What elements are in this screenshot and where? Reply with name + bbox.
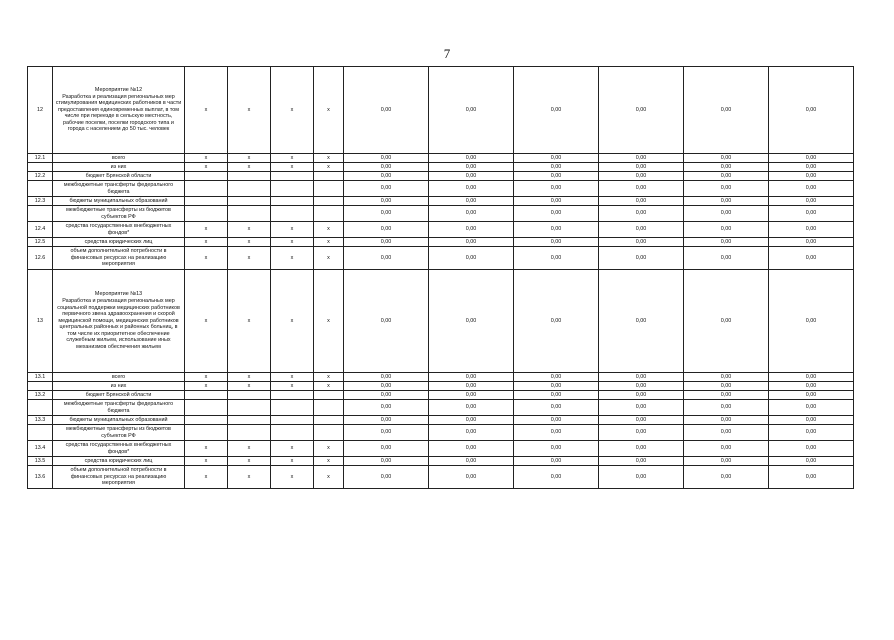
amount-cell: 0,00: [429, 425, 514, 441]
row-description: средства государственных внебюджетных фондов*: [53, 222, 185, 238]
amount-cell: 0,00: [769, 466, 854, 489]
row-description: из них: [53, 382, 185, 391]
mark-cell: x: [185, 466, 228, 489]
row-number: 12: [28, 67, 53, 154]
amount-cell: 0,00: [599, 238, 684, 247]
row-number: [28, 425, 53, 441]
mark-cell: x: [185, 163, 228, 172]
row-description: бюджет Брянской области: [53, 391, 185, 400]
mark-cell: [185, 206, 228, 222]
row-description: средства юридических лиц: [53, 457, 185, 466]
row-number: 13.4: [28, 441, 53, 457]
mark-cell: [271, 206, 314, 222]
amount-cell: 0,00: [514, 163, 599, 172]
row-description: бюджеты муниципальных образований: [53, 416, 185, 425]
table-row: [28, 163, 854, 172]
amount-cell: 0,00: [514, 206, 599, 222]
amount-cell: 0,00: [599, 466, 684, 489]
row-number: 13.1: [28, 373, 53, 382]
mark-cell: x: [228, 67, 271, 154]
amount-cell: 0,00: [599, 441, 684, 457]
amount-cell: 0,00: [769, 154, 854, 163]
amount-cell: 0,00: [344, 382, 429, 391]
mark-cell: x: [228, 163, 271, 172]
amount-cell: 0,00: [599, 425, 684, 441]
amount-cell: 0,00: [514, 238, 599, 247]
amount-cell: 0,00: [514, 425, 599, 441]
amount-cell: 0,00: [684, 206, 769, 222]
mark-cell: x: [228, 441, 271, 457]
amount-cell: 0,00: [429, 416, 514, 425]
amount-cell: 0,00: [769, 247, 854, 270]
row-number: [28, 181, 53, 197]
mark-cell: x: [185, 222, 228, 238]
mark-cell: x: [228, 247, 271, 270]
amount-cell: 0,00: [769, 373, 854, 382]
amount-cell: 0,00: [769, 416, 854, 425]
row-description: Мероприятие №13 Разработка и реализация региональных мер социальной поддержки медицинских работников первичного звена здравоохранения и скорой медицинской помощи, медицинских работников центральных районных и районных больниц, в том числе их приоритетное обеспечение служебным жильем, использование иных механизмов обеспечения жильем: [53, 270, 185, 373]
mark-cell: x: [314, 373, 344, 382]
mark-cell: x: [228, 238, 271, 247]
mark-cell: [271, 197, 314, 206]
mark-cell: [314, 172, 344, 181]
row-number: 13.5: [28, 457, 53, 466]
table-row: [28, 416, 854, 425]
mark-cell: x: [185, 270, 228, 373]
amount-cell: 0,00: [514, 172, 599, 181]
amount-cell: 0,00: [769, 197, 854, 206]
row-description: межбюджетные трансферты из бюджетов субъектов РФ: [53, 425, 185, 441]
amount-cell: 0,00: [344, 172, 429, 181]
mark-cell: [314, 400, 344, 416]
mark-cell: [228, 425, 271, 441]
amount-cell: 0,00: [429, 400, 514, 416]
mark-cell: x: [271, 457, 314, 466]
mark-cell: [271, 391, 314, 400]
table-row: [28, 391, 854, 400]
amount-cell: 0,00: [769, 181, 854, 197]
amount-cell: 0,00: [769, 67, 854, 154]
amount-cell: 0,00: [514, 247, 599, 270]
mark-cell: x: [185, 373, 228, 382]
row-description: средства юридических лиц: [53, 238, 185, 247]
row-description: объем дополнительной потребности в финансовых ресурсах на реализацию мероприятия: [53, 247, 185, 270]
row-number: [28, 163, 53, 172]
amount-cell: 0,00: [429, 222, 514, 238]
amount-cell: 0,00: [344, 416, 429, 425]
table-row: [28, 197, 854, 206]
amount-cell: 0,00: [429, 163, 514, 172]
mark-cell: x: [314, 67, 344, 154]
amount-cell: 0,00: [769, 382, 854, 391]
amount-cell: 0,00: [514, 441, 599, 457]
amount-cell: 0,00: [599, 181, 684, 197]
mark-cell: x: [185, 238, 228, 247]
table-row: [28, 400, 854, 416]
row-number: 13.3: [28, 416, 53, 425]
amount-cell: 0,00: [514, 270, 599, 373]
mark-cell: x: [271, 222, 314, 238]
amount-cell: 0,00: [429, 382, 514, 391]
amount-cell: 0,00: [684, 67, 769, 154]
mark-cell: [271, 416, 314, 425]
amount-cell: 0,00: [514, 67, 599, 154]
row-description: из них: [53, 163, 185, 172]
mark-cell: [314, 206, 344, 222]
amount-cell: 0,00: [514, 391, 599, 400]
amount-cell: 0,00: [684, 382, 769, 391]
row-description: межбюджетные трансферты из бюджетов субъектов РФ: [53, 206, 185, 222]
mark-cell: x: [271, 247, 314, 270]
row-number: [28, 382, 53, 391]
table-row: [28, 466, 854, 489]
amount-cell: 0,00: [769, 457, 854, 466]
amount-cell: 0,00: [429, 206, 514, 222]
mark-cell: x: [271, 270, 314, 373]
mark-cell: [314, 391, 344, 400]
amount-cell: 0,00: [514, 457, 599, 466]
amount-cell: 0,00: [344, 373, 429, 382]
mark-cell: [185, 416, 228, 425]
table-body: [28, 67, 854, 489]
mark-cell: x: [314, 163, 344, 172]
amount-cell: 0,00: [684, 270, 769, 373]
mark-cell: x: [314, 457, 344, 466]
mark-cell: [228, 181, 271, 197]
amount-cell: 0,00: [684, 457, 769, 466]
amount-cell: 0,00: [684, 425, 769, 441]
table-row: [28, 206, 854, 222]
mark-cell: [228, 391, 271, 400]
row-description: всего: [53, 154, 185, 163]
amount-cell: 0,00: [769, 425, 854, 441]
amount-cell: 0,00: [684, 247, 769, 270]
amount-cell: 0,00: [429, 181, 514, 197]
row-description: Мероприятие №12 Разработка и реализация региональных мер стимулирования медицинских работников в части предоставления единовременных выплат, в том числе при переезде в сельскую местность, рабочие поселки, поселки городского типа и города с населением до 50 тыс. человек: [53, 67, 185, 154]
amount-cell: 0,00: [429, 391, 514, 400]
amount-cell: 0,00: [599, 154, 684, 163]
table-row: [28, 222, 854, 238]
amount-cell: 0,00: [769, 391, 854, 400]
mark-cell: [271, 172, 314, 181]
table-row: [28, 67, 854, 154]
table-row: [28, 457, 854, 466]
mark-cell: x: [271, 154, 314, 163]
amount-cell: 0,00: [684, 441, 769, 457]
mark-cell: x: [271, 67, 314, 154]
amount-cell: 0,00: [344, 206, 429, 222]
mark-cell: [314, 425, 344, 441]
amount-cell: 0,00: [684, 466, 769, 489]
mark-cell: x: [271, 466, 314, 489]
mark-cell: [271, 400, 314, 416]
amount-cell: 0,00: [769, 270, 854, 373]
row-number: 13.2: [28, 391, 53, 400]
table-row: [28, 247, 854, 270]
mark-cell: x: [314, 247, 344, 270]
amount-cell: 0,00: [514, 197, 599, 206]
mark-cell: [314, 181, 344, 197]
amount-cell: 0,00: [429, 457, 514, 466]
amount-cell: 0,00: [344, 270, 429, 373]
amount-cell: 0,00: [344, 466, 429, 489]
mark-cell: [185, 400, 228, 416]
amount-cell: 0,00: [429, 466, 514, 489]
mark-cell: [185, 181, 228, 197]
table-row: [28, 172, 854, 181]
row-number: 12.6: [28, 247, 53, 270]
mark-cell: x: [228, 222, 271, 238]
row-number: 12.3: [28, 197, 53, 206]
amount-cell: 0,00: [599, 163, 684, 172]
amount-cell: 0,00: [769, 172, 854, 181]
amount-cell: 0,00: [514, 400, 599, 416]
table-row: [28, 425, 854, 441]
amount-cell: 0,00: [684, 181, 769, 197]
mark-cell: x: [314, 382, 344, 391]
mark-cell: x: [314, 441, 344, 457]
amount-cell: 0,00: [344, 154, 429, 163]
mark-cell: x: [314, 222, 344, 238]
row-description: бюджеты муниципальных образований: [53, 197, 185, 206]
row-number: 13.6: [28, 466, 53, 489]
amount-cell: 0,00: [599, 197, 684, 206]
amount-cell: 0,00: [684, 197, 769, 206]
row-description: всего: [53, 373, 185, 382]
amount-cell: 0,00: [599, 247, 684, 270]
amount-cell: 0,00: [599, 416, 684, 425]
amount-cell: 0,00: [429, 238, 514, 247]
amount-cell: 0,00: [599, 400, 684, 416]
amount-cell: 0,00: [514, 154, 599, 163]
amount-cell: 0,00: [684, 373, 769, 382]
amount-cell: 0,00: [344, 425, 429, 441]
amount-cell: 0,00: [429, 197, 514, 206]
row-description: бюджет Брянской области: [53, 172, 185, 181]
mark-cell: [228, 206, 271, 222]
mark-cell: x: [271, 441, 314, 457]
amount-cell: 0,00: [344, 197, 429, 206]
mark-cell: x: [271, 238, 314, 247]
budget-table: [27, 66, 854, 489]
mark-cell: x: [271, 163, 314, 172]
amount-cell: 0,00: [344, 181, 429, 197]
row-number: 12.5: [28, 238, 53, 247]
amount-cell: 0,00: [514, 181, 599, 197]
amount-cell: 0,00: [344, 222, 429, 238]
row-number: 12.1: [28, 154, 53, 163]
mark-cell: x: [185, 247, 228, 270]
amount-cell: 0,00: [429, 172, 514, 181]
row-description: объем дополнительной потребности в финансовых ресурсах на реализацию мероприятия: [53, 466, 185, 489]
amount-cell: 0,00: [429, 154, 514, 163]
mark-cell: [185, 425, 228, 441]
amount-cell: 0,00: [514, 416, 599, 425]
amount-cell: 0,00: [769, 441, 854, 457]
page-number: 7: [443, 46, 451, 61]
mark-cell: [271, 425, 314, 441]
amount-cell: 0,00: [514, 222, 599, 238]
table-row: [28, 270, 854, 373]
amount-cell: 0,00: [599, 270, 684, 373]
row-number: [28, 206, 53, 222]
amount-cell: 0,00: [769, 400, 854, 416]
table-row: [28, 382, 854, 391]
amount-cell: 0,00: [514, 382, 599, 391]
mark-cell: [185, 172, 228, 181]
amount-cell: 0,00: [684, 163, 769, 172]
mark-cell: x: [314, 270, 344, 373]
table-row: [28, 154, 854, 163]
amount-cell: 0,00: [599, 206, 684, 222]
amount-cell: 0,00: [344, 247, 429, 270]
amount-cell: 0,00: [344, 400, 429, 416]
amount-cell: 0,00: [429, 441, 514, 457]
mark-cell: x: [185, 457, 228, 466]
amount-cell: 0,00: [514, 466, 599, 489]
mark-cell: [228, 400, 271, 416]
amount-cell: 0,00: [684, 154, 769, 163]
mark-cell: x: [185, 441, 228, 457]
amount-cell: 0,00: [684, 391, 769, 400]
mark-cell: [314, 197, 344, 206]
amount-cell: 0,00: [599, 457, 684, 466]
mark-cell: [228, 416, 271, 425]
mark-cell: x: [228, 373, 271, 382]
amount-cell: 0,00: [429, 247, 514, 270]
amount-cell: 0,00: [344, 238, 429, 247]
amount-cell: 0,00: [429, 373, 514, 382]
mark-cell: x: [185, 382, 228, 391]
row-description: межбюджетные трансферты федерального бюджета: [53, 181, 185, 197]
row-number: [28, 400, 53, 416]
amount-cell: 0,00: [769, 222, 854, 238]
amount-cell: 0,00: [344, 67, 429, 154]
mark-cell: [185, 391, 228, 400]
mark-cell: x: [314, 466, 344, 489]
mark-cell: x: [271, 373, 314, 382]
mark-cell: x: [228, 270, 271, 373]
mark-cell: [228, 197, 271, 206]
mark-cell: [185, 197, 228, 206]
row-description: средства государственных внебюджетных фондов*: [53, 441, 185, 457]
mark-cell: x: [271, 382, 314, 391]
mark-cell: x: [228, 382, 271, 391]
amount-cell: 0,00: [599, 373, 684, 382]
table-row: [28, 373, 854, 382]
amount-cell: 0,00: [429, 270, 514, 373]
table-row: [28, 441, 854, 457]
mark-cell: x: [185, 154, 228, 163]
amount-cell: 0,00: [769, 238, 854, 247]
row-number: 12.2: [28, 172, 53, 181]
mark-cell: x: [228, 466, 271, 489]
row-number: 12.4: [28, 222, 53, 238]
mark-cell: x: [314, 154, 344, 163]
mark-cell: x: [228, 457, 271, 466]
mark-cell: x: [314, 238, 344, 247]
mark-cell: [271, 181, 314, 197]
amount-cell: 0,00: [684, 238, 769, 247]
amount-cell: 0,00: [769, 206, 854, 222]
amount-cell: 0,00: [599, 382, 684, 391]
amount-cell: 0,00: [684, 172, 769, 181]
mark-cell: x: [228, 154, 271, 163]
row-description: межбюджетные трансферты федерального бюджета: [53, 400, 185, 416]
amount-cell: 0,00: [344, 163, 429, 172]
amount-cell: 0,00: [684, 416, 769, 425]
amount-cell: 0,00: [344, 457, 429, 466]
amount-cell: 0,00: [599, 172, 684, 181]
table-row: [28, 238, 854, 247]
mark-cell: [228, 172, 271, 181]
amount-cell: 0,00: [344, 391, 429, 400]
amount-cell: 0,00: [344, 441, 429, 457]
mark-cell: [314, 416, 344, 425]
amount-cell: 0,00: [429, 67, 514, 154]
mark-cell: x: [185, 67, 228, 154]
amount-cell: 0,00: [684, 400, 769, 416]
amount-cell: 0,00: [599, 391, 684, 400]
amount-cell: 0,00: [514, 373, 599, 382]
table-row: [28, 181, 854, 197]
amount-cell: 0,00: [599, 67, 684, 154]
row-number: 13: [28, 270, 53, 373]
amount-cell: 0,00: [599, 222, 684, 238]
amount-cell: 0,00: [769, 163, 854, 172]
amount-cell: 0,00: [684, 222, 769, 238]
